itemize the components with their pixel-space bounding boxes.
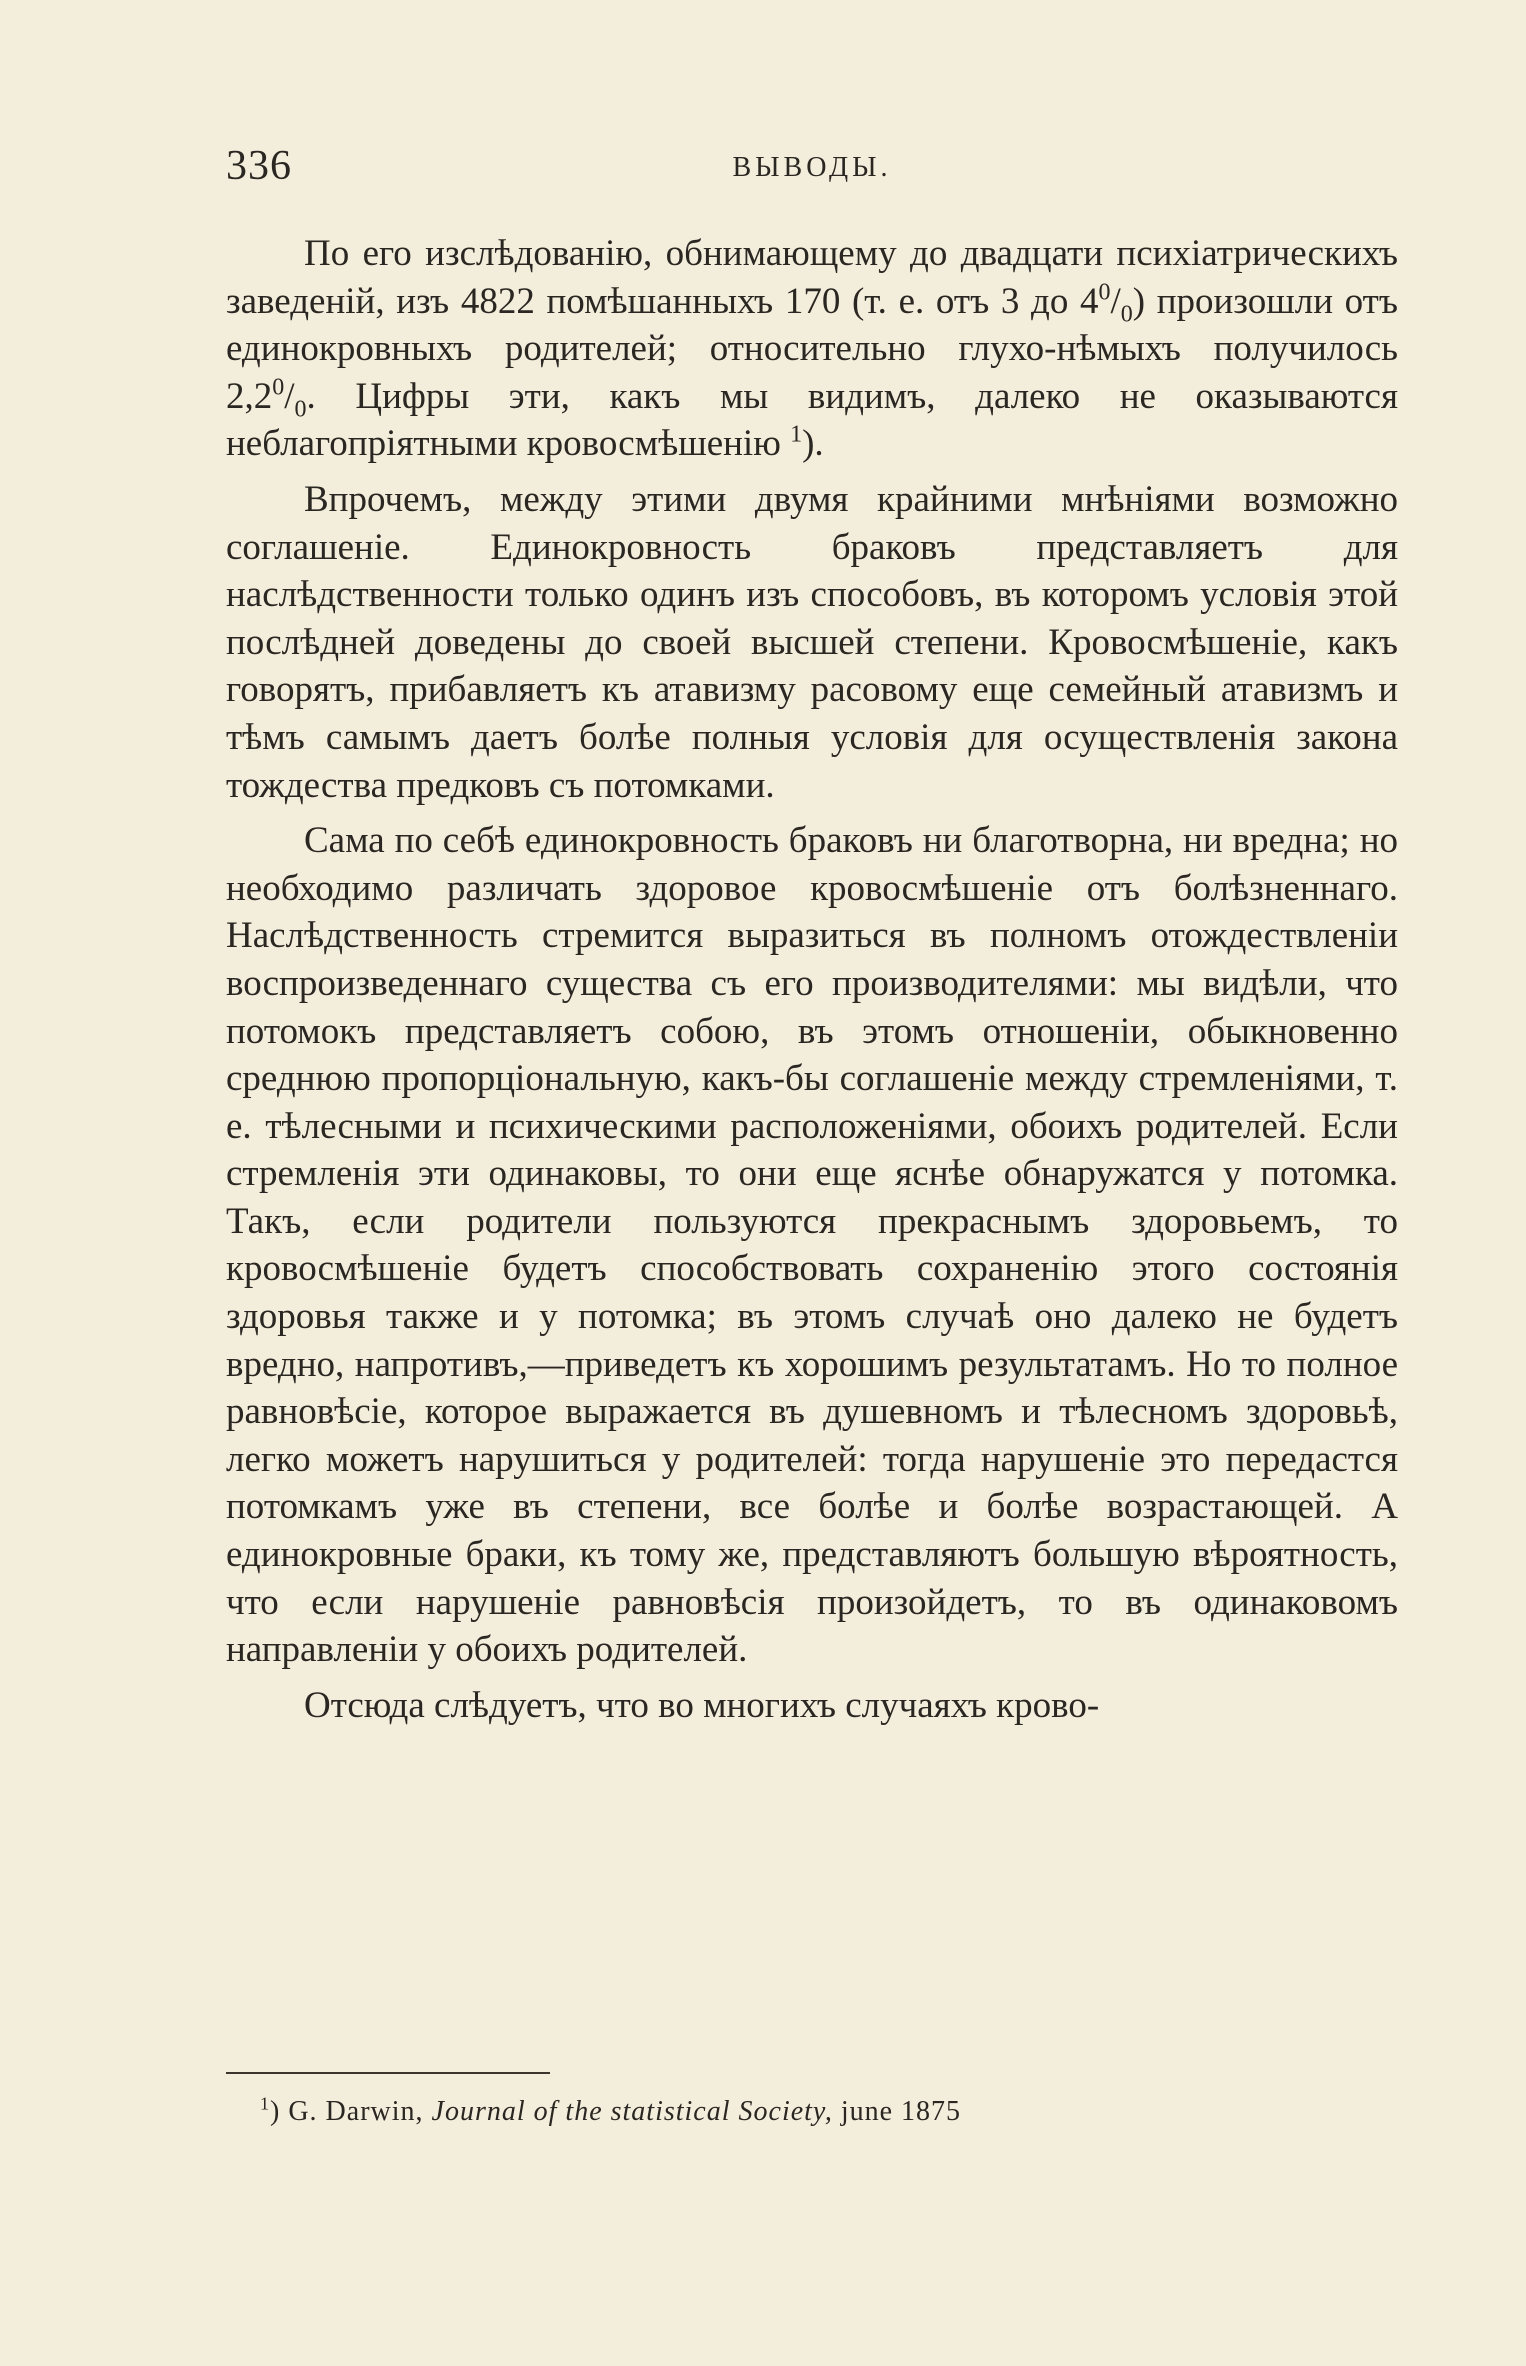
percent-slash-1: / bbox=[1110, 280, 1121, 322]
footnote-reference: 1 bbox=[790, 422, 803, 449]
paragraph-3: Сама по себѣ единокровность браковъ ни благотворна, ни вредна; но необходимо различать здоровое кровосмѣшеніе отъ болѣзненнаго. Наслѣдственность стремится выразиться въ полномъ отождествленіи воспроизведеннаго существа съ его производителями: мы видѣли, что потомокъ представляетъ собою, въ этомъ отношеніи, обыкновенно среднюю пропорціональную, какъ-бы соглашеніе между стремленіями, т. е. тѣлесными и психическими расположеніями, обоихъ родителей. Если стремленія эти одинаковы, то они еще яснѣе обнаружатся у потомка. Такъ, если родители пользуются прекраснымъ здоровьемъ, то кровосмѣшеніе будетъ способствовать сохраненію этого состоянія здоровья также и у потомка; въ этомъ случаѣ оно далеко не будетъ вредно, напротивъ,—приведетъ къ хорошимъ результатамъ. Но то полное равновѣсіе, которое выражается въ душевномъ и тѣлесномъ здоровьѣ, легко можетъ нарушиться у родителей: тогда нарушеніе это передастся потомкамъ уже въ степени, все болѣе и болѣе возрастающей. А единокровные браки, къ тому же, представляютъ большую вѣроятность, что если нарушеніе равновѣсія произойдетъ, то въ одинаковомъ направленіи у обоихъ родителей. bbox=[226, 820, 1398, 1671]
page-header bbox=[226, 142, 1398, 202]
paragraph-4: Отсюда слѣдуетъ, что во многихъ случаяхъ крово- bbox=[304, 1684, 1100, 1726]
paragraph-1 bbox=[226, 230, 1398, 468]
percent-sub-2: 0 bbox=[294, 396, 307, 423]
paragraph-2: Впрочемъ, между этими двумя крайними мнѣніями возможно соглашеніе. Единокровность браковъ представляетъ для наслѣдственности только одинъ изъ способовъ, въ которомъ условія этой послѣдней доведены до своей высшей степени. Кровосмѣшеніе, какъ говорятъ, прибавляетъ къ атавизму расовому еще семейный атавизмъ и тѣмъ самымъ даетъ болѣе полныя условія для осуществленія закона тождества предковъ съ потомками. bbox=[226, 478, 1398, 806]
percent-slash-2: / bbox=[284, 375, 295, 417]
paragraph-1-text-b: ) произошли отъ единокровныхъ родителей; относительно глухо-нѣмыхъ получилось 2,2 bbox=[226, 280, 1398, 417]
paragraph-1-text-d: ). bbox=[802, 423, 824, 465]
footnote-marker-close: ) bbox=[270, 2096, 281, 2127]
footnote-date: june 1875 bbox=[840, 2096, 962, 2127]
percent-sup-1: 0 bbox=[1098, 279, 1111, 306]
paragraph-1-text-a: По его изслѣдованію, обнимающему до двадцати психіатрическихъ заведеній, изъ 4822 помѣшанныхъ 170 (т. е. отъ 3 до 4 bbox=[226, 233, 1398, 322]
body-text bbox=[226, 230, 1398, 1729]
footnote-divider bbox=[226, 2072, 550, 2074]
page-number: 336 bbox=[226, 143, 292, 189]
percent-sup-2: 0 bbox=[272, 374, 285, 401]
percent-sub-1: 0 bbox=[1120, 300, 1133, 327]
paragraph-1-text-c: . Цифры эти, какъ мы видимъ, далеко не оказываются неблагопріятными кровосмѣшенію bbox=[226, 375, 1398, 465]
footnote-author: G. Darwin, bbox=[288, 2096, 424, 2127]
footnote bbox=[260, 2093, 962, 2128]
footnote-journal: Journal of the statistical Society, bbox=[431, 2096, 833, 2127]
footnote-marker: 1 bbox=[260, 2093, 270, 2114]
running-head: ВЫВОДЫ. bbox=[732, 152, 892, 183]
